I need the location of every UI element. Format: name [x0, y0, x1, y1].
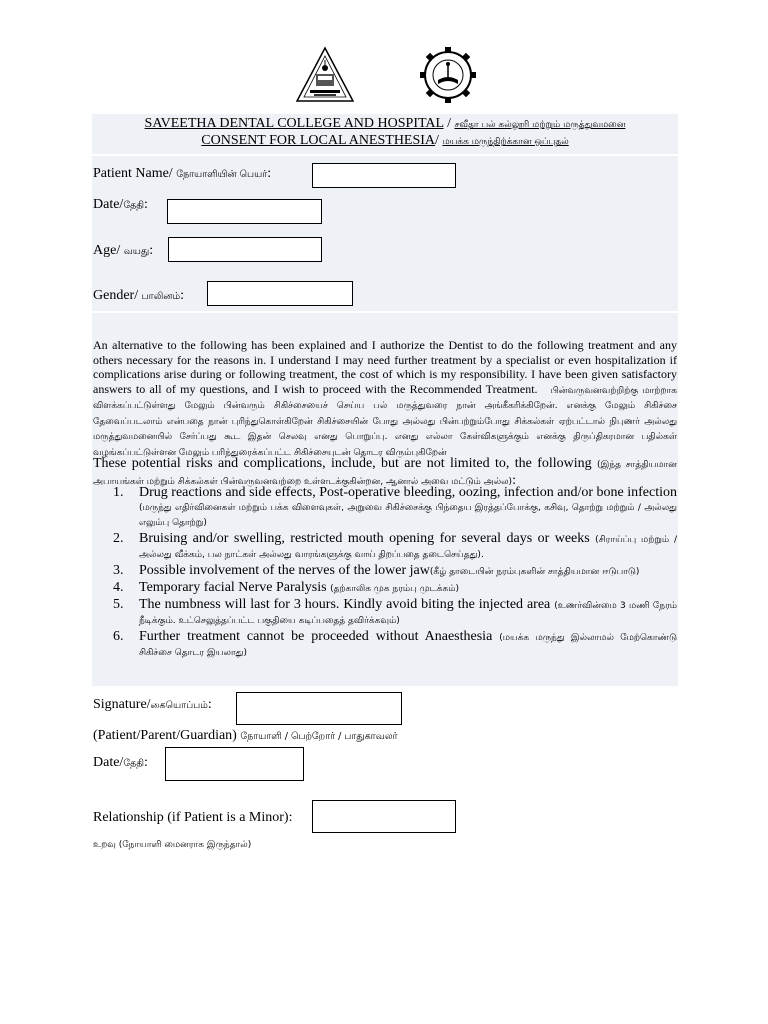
risks-intro-ta: (இந்த சாத்தியமான அபாயங்கள் மற்றும் சிக்கல்கள் பின்வருவனவற்றை உள்ளடக்குகின்றன, ஆனால் அவை மட்டும் அல்ல) — [93, 460, 677, 487]
signatory-type-ta: நோயாளி / பெற்றோர் / பாதுகாவலர் — [240, 731, 398, 742]
date-label-ta: தேதி — [123, 200, 145, 211]
form-title-tamil: மயக்க மருந்திற்க்கான ஒப்புதல் — [442, 137, 569, 147]
form-header — [92, 116, 678, 150]
risk-text-en: Temporary facial Nerve Paralysis — [139, 580, 331, 595]
signature-date-label-en: Date/ — [93, 755, 124, 770]
subtitle-separator: / — [435, 133, 443, 148]
list-item — [93, 598, 677, 628]
risk-text-ta: (மருந்து எதிர்வினைகள் மற்றும் பக்க விளைவுகள், அறுவை சிகிச்சைக்கு பிந்தைய இரத்தப்போக்கு, கசிவு, தொற்று மற்றும் / அல்லது எலும்பு தொற்று) — [139, 503, 677, 528]
college-name-tamil: சவீதா பல் கல்லூரி மற்றும் மருத்துவமனை — [454, 120, 626, 130]
signature-date-colon: : — [144, 755, 148, 770]
risk-number: 2. — [113, 531, 124, 546]
signature-date-label-ta: தேதி — [123, 758, 145, 769]
age-field[interactable] — [168, 237, 322, 262]
risk-text-ta: (மயக்க மருந்து இல்லாமல் மேற்கொண்டு சிகிச்சை தொடர இயலாது) — [139, 633, 678, 658]
risk-number: 4. — [113, 580, 124, 595]
relationship-label: Relationship (if Patient is a Minor): — [93, 810, 293, 825]
age-label-en: Age/ — [93, 243, 124, 258]
risk-text-ta: (தற்காலிக முக நரம்பு முடக்கம்) — [330, 584, 460, 594]
form-title: CONSENT FOR LOCAL ANESTHESIA — [201, 133, 436, 148]
patient-name-label-en: Patient Name/ — [93, 166, 177, 181]
signature-date-field[interactable] — [165, 747, 304, 781]
college-name: SAVEETHA DENTAL COLLEGE AND HOSPITAL — [144, 116, 444, 131]
risk-text-ta: (கீழ் தாடையின் நரம்புகளின் சாத்தியமான ஈடுபாடு) — [429, 567, 640, 577]
risk-text-en: Drug reactions and side effects, Post-operative bleeding, oozing, infection and/or bone infection — [139, 485, 677, 500]
age-colon: : — [149, 243, 154, 258]
signature-colon: : — [207, 697, 212, 712]
signature-field[interactable] — [236, 692, 402, 725]
date-colon: : — [144, 197, 148, 212]
risk-text-en: The numbness will last for 3 hours. Kindly avoid biting the injected area — [139, 597, 555, 612]
title-separator: / — [443, 116, 455, 131]
date-label-en: Date/ — [93, 197, 124, 212]
signature-label — [93, 697, 212, 713]
risk-number: 3. — [113, 563, 124, 578]
signature-label-en: Signature/ — [93, 697, 151, 712]
signature-label-ta: கையொப்பம் — [150, 700, 208, 711]
relationship-label-tamil: உறவு (நோயாளி மைனராக இருந்தால்) — [93, 840, 252, 850]
patient-name-label-ta: நோயாளியின் பெயர் — [176, 169, 268, 180]
patient-name-colon: : — [267, 166, 272, 181]
consent-text-ta: பின்வருவனவற்றிற்கு மாற்றாக விளக்கப்பட்டுள்ளது மேலும் பின்வரும் சிகிச்சையைச் செய்ய பல் மருத்துவரை நான் அங்கீகரிக்கிறேன். எனக்கு மேலும் சிகிச்சை தேவைப்படலாம் என்பதை நான் புரிந்துகொள்கிறேன் சிகிச்சையின் போது அல்லது பின்பற்றும்போது சிக்கல்கள் ஏற்பட்டால் நிபுணர் அல்லது மருத்துவமனையில் சேர்ப்பது கூட இதன் செலவு எனது பொறுப்பு. எனது எல்லா கேள்விகளுக்கும் எனக்கு திருப்திகரமான பதில்கள் வழங்கப்பட்டுள்ளன மேலும் பரிந்துரைக்கப்பட்ட சிகிச்சையுடன் தொடர விரும்புகிறேன் — [93, 385, 678, 458]
risk-number: 6. — [113, 629, 124, 644]
list-item — [93, 532, 677, 562]
signature-date-label — [93, 755, 148, 771]
age-label — [93, 243, 153, 259]
gender-label-ta: பாலினம் — [141, 291, 181, 302]
gender-label-en: Gender/ — [93, 288, 142, 303]
gender-colon: : — [180, 288, 185, 303]
date-field[interactable] — [167, 199, 322, 224]
gender-field[interactable] — [207, 281, 353, 306]
age-label-ta: வயது — [123, 246, 150, 257]
risk-text-en: Possible involvement of the nerves of the lower jaw — [139, 563, 430, 578]
risks-intro-colon: : — [512, 473, 516, 488]
list-item — [93, 486, 677, 530]
risks-list — [93, 486, 677, 662]
consent-text-en: An alternative to the following has been explained and I authorize the Dentist to do the following treatment and any others necessary for the reasons in. I understand I may need further treatment by a specialist or even hospitalization if complications arise during or following treatment, the cost of which is my responsibility. I have been given satisfactory answers to all of my questions, and I wish to proceed with the Recommended Treatment. — [93, 338, 677, 396]
gender-label — [93, 288, 184, 304]
saveetha-university-gear-logo — [418, 46, 478, 104]
risk-text-en: Further treatment cannot be proceeded without Anaesthesia — [139, 629, 500, 644]
risk-text-en: Bruising and/or swelling, restricted mouth opening for several days or weeks — [139, 531, 596, 546]
risk-text-ta: (சிராய்ப்பு மற்றும் / அல்லது வீக்கம், பல நாட்கள் அல்லது வாரங்களுக்கு வாய் திறப்பதை தடைசெய்தது). — [139, 535, 677, 560]
consent-paragraph — [93, 338, 677, 459]
saveetha-institute-logo — [294, 46, 356, 104]
risk-text-ta: (உணர்வின்மை 3 மணி நேரம் நீடிக்கும். உட்செலுத்தப்பட்ட பகுதியை கடிப்பதைத் தவிர்க்கவும்) — [139, 601, 677, 626]
list-item — [93, 581, 677, 596]
signatory-type — [93, 728, 398, 744]
patient-name-field[interactable] — [312, 163, 456, 188]
patient-name-label — [93, 166, 271, 182]
signatory-type-en: (Patient/Parent/Guardian) — [93, 728, 241, 743]
relationship-field[interactable] — [312, 800, 456, 833]
list-item — [93, 564, 677, 579]
risk-number: 5. — [113, 597, 124, 612]
risks-intro-en: These potential risks and complications, include, but are not limited to, the following — [93, 456, 598, 471]
list-item — [93, 630, 677, 660]
risk-number: 1. — [113, 485, 124, 500]
date-label — [93, 197, 148, 213]
